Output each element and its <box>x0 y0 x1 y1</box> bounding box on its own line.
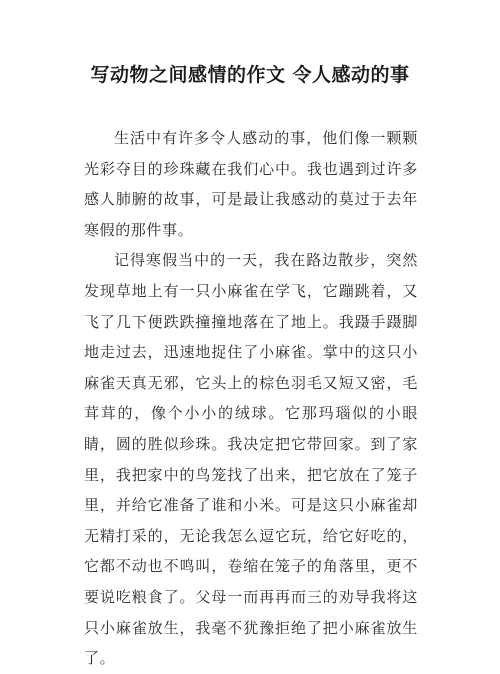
paragraph-2: 记得寒假当中的一天，我在路边散步，突然发现草地上有一只小麻雀在学飞，它蹦跳着，又飞了几下便跌跌撞撞地落在了地上。我蹑手蹑脚地走过去，迅速地捉住了小麻雀。掌中的这只小麻雀天真无邪，它头上的棕色羽毛又短又密，毛茸茸的，像个小小的绒球。它那玛瑙似的小眼睛，圆的胜似珍珠。我决定把它带回家。到了家里，我把家中的鸟笼找了出来，把它放在了笼子里，并给它准备了谁和小米。可是这只小麻雀却无精打采的，无论我怎么逗它玩，给它好吃的，它都不动也不鸣叫，卷缩在笼子的角落里，更不要说吃粮食了。父母一而再再而三的劝导我将这只小麻雀放生，我毫不犹豫拒绝了把小麻雀放生了。 <box>84 251 418 668</box>
article-body <box>84 123 418 674</box>
paragraph-1: 生活中有许多令人感动的事，他们像一颗颗光彩夺目的珍珠藏在我们心中。我也遇到过许多感人肺腑的故事，可是最让我感动的莫过于去年寒假的那件事。 <box>84 129 418 239</box>
article-title: 写动物之间感情的作文 令人感动的事 <box>90 64 410 86</box>
